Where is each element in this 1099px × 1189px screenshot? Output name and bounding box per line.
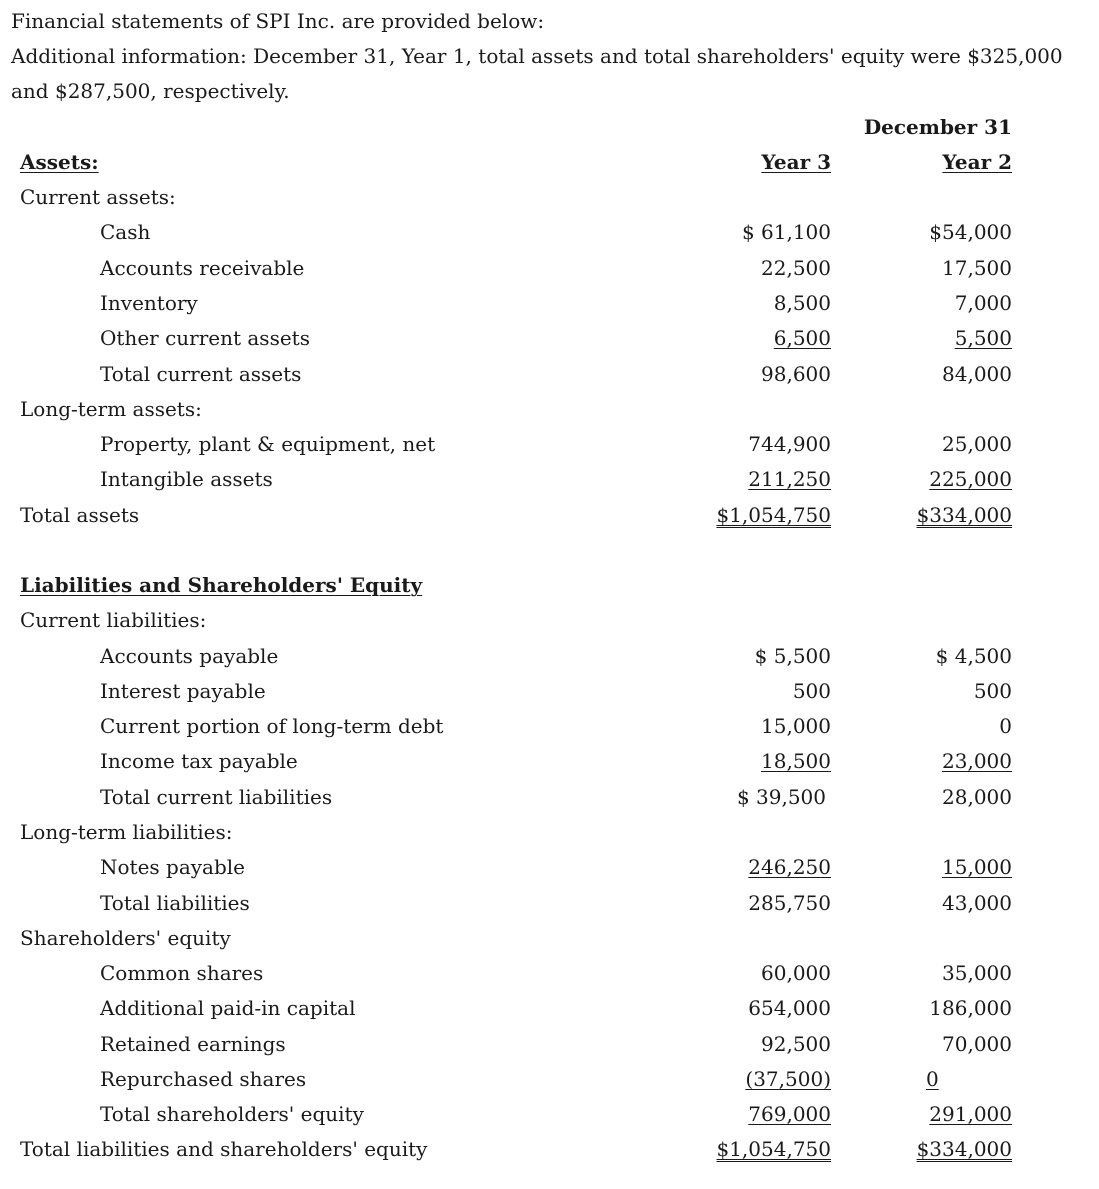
table-row [0, 886, 1099, 921]
current-liabilities-heading: Current liabilities: [20, 608, 207, 632]
value-year3: 246,250 [748, 855, 831, 879]
table-row [0, 357, 1099, 392]
column-year3: Year 3 [761, 150, 831, 174]
value-year2: $334,000 [916, 503, 1012, 527]
longterm-liabilities-heading: Long-term liabilities: [20, 820, 233, 844]
equity-heading: Shareholders' equity [20, 926, 231, 950]
value-year3: 18,500 [761, 749, 831, 773]
value-year2: 0 [926, 1067, 939, 1091]
row-label: Accounts receivable [100, 256, 305, 280]
value-year2: 23,000 [942, 749, 1012, 773]
value-year3: 654,000 [748, 996, 831, 1020]
row-label: Additional paid-in capital [100, 996, 356, 1020]
value-year2: 225,000 [929, 467, 1012, 491]
table-row [0, 1062, 1099, 1097]
value-year3: 60,000 [761, 961, 831, 985]
row-label: Accounts payable [100, 644, 279, 668]
assets-heading: Assets: [20, 150, 99, 174]
value-year3: 6,500 [773, 326, 831, 350]
value-year2: 186,000 [929, 996, 1012, 1020]
row-label: Total assets [20, 503, 140, 527]
liabilities-heading-row [0, 568, 1099, 603]
row-label: Total current assets [100, 362, 302, 386]
value-year3: (37,500) [745, 1067, 831, 1091]
value-year3: $ 39,500 [736, 785, 826, 809]
longterm-liabilities-heading-row [0, 815, 1099, 850]
value-year2: $ 4,500 [935, 644, 1012, 668]
value-year2: 500 [973, 679, 1012, 703]
value-year2: 0 [999, 714, 1012, 738]
table-row [0, 427, 1099, 462]
row-label: Intangible assets [100, 467, 273, 491]
longterm-assets-heading-row [0, 392, 1099, 427]
table-row [0, 709, 1099, 744]
header-columns-row [0, 145, 1099, 180]
row-label: Retained earnings [100, 1032, 286, 1056]
intro-line-1: Financial statements of SPI Inc. are provided below: [11, 9, 545, 33]
row-label: Total current liabilities [100, 785, 333, 809]
row-label: Current portion of long-term debt [100, 714, 444, 738]
value-year3: 22,500 [761, 256, 831, 280]
value-year2: 35,000 [942, 961, 1012, 985]
table-row [0, 639, 1099, 674]
intro-line-2: Additional information: December 31, Year 1, total assets and total shareholders' equity were $325,000 [11, 44, 1063, 68]
row-label: Cash [100, 220, 151, 244]
equity-heading-row [0, 921, 1099, 956]
table-row [0, 215, 1099, 250]
value-year2: 15,000 [942, 855, 1012, 879]
table-row [0, 1132, 1099, 1167]
intro-line-3: and $287,500, respectively. [11, 79, 290, 103]
table-row [0, 850, 1099, 885]
table-row [0, 498, 1099, 533]
value-year2: 7,000 [954, 291, 1012, 315]
row-label: Property, plant & equipment, net [100, 432, 436, 456]
liabilities-heading: Liabilities and Shareholders' Equity [20, 573, 423, 597]
value-year2: 17,500 [942, 256, 1012, 280]
row-label: Total shareholders' equity [100, 1102, 364, 1126]
value-year3: 500 [792, 679, 831, 703]
value-year2: $334,000 [916, 1137, 1012, 1161]
row-label: Notes payable [100, 855, 246, 879]
value-year3: 744,900 [748, 432, 831, 456]
row-label: Total liabilities [100, 891, 250, 915]
row-label: Repurchased shares [100, 1067, 307, 1091]
value-year2: 28,000 [942, 785, 1012, 809]
row-label: Interest payable [100, 679, 266, 703]
table-row [0, 321, 1099, 356]
value-year3: $ 5,500 [754, 644, 831, 668]
table-row [0, 744, 1099, 779]
table-row [0, 286, 1099, 321]
value-year3: 98,600 [761, 362, 831, 386]
row-label: Inventory [100, 291, 198, 315]
value-year2: 291,000 [929, 1102, 1012, 1126]
value-year3: $1,054,750 [716, 1137, 831, 1161]
table-row [0, 1097, 1099, 1132]
row-label: Total liabilities and shareholders' equity [20, 1137, 428, 1161]
column-year2: Year 2 [942, 150, 1012, 174]
longterm-assets-heading: Long-term assets: [20, 397, 202, 421]
table-row [0, 462, 1099, 497]
value-year3: 211,250 [748, 467, 831, 491]
table-row [0, 991, 1099, 1026]
header-date: December 31 [863, 115, 1012, 139]
value-year2: 25,000 [942, 432, 1012, 456]
table-row [0, 1027, 1099, 1062]
value-year3: $1,054,750 [716, 503, 831, 527]
value-year3: 769,000 [748, 1102, 831, 1126]
table-row [0, 780, 1099, 815]
value-year2: 84,000 [942, 362, 1012, 386]
value-year2: $54,000 [929, 220, 1012, 244]
current-liabilities-heading-row [0, 603, 1099, 638]
table-row [0, 674, 1099, 709]
table-row [0, 251, 1099, 286]
value-year3: 92,500 [761, 1032, 831, 1056]
header-date-row [0, 110, 1099, 145]
current-assets-heading-row [0, 180, 1099, 215]
value-year3: 8,500 [773, 291, 831, 315]
table-row [0, 956, 1099, 991]
value-year3: $ 61,100 [741, 220, 831, 244]
row-label: Income tax payable [100, 749, 298, 773]
row-label: Common shares [100, 961, 264, 985]
value-year2: 5,500 [954, 326, 1012, 350]
row-label: Other current assets [100, 326, 310, 350]
value-year2: 70,000 [942, 1032, 1012, 1056]
current-assets-heading: Current assets: [20, 185, 176, 209]
value-year3: 15,000 [761, 714, 831, 738]
value-year3: 285,750 [748, 891, 831, 915]
value-year2: 43,000 [942, 891, 1012, 915]
